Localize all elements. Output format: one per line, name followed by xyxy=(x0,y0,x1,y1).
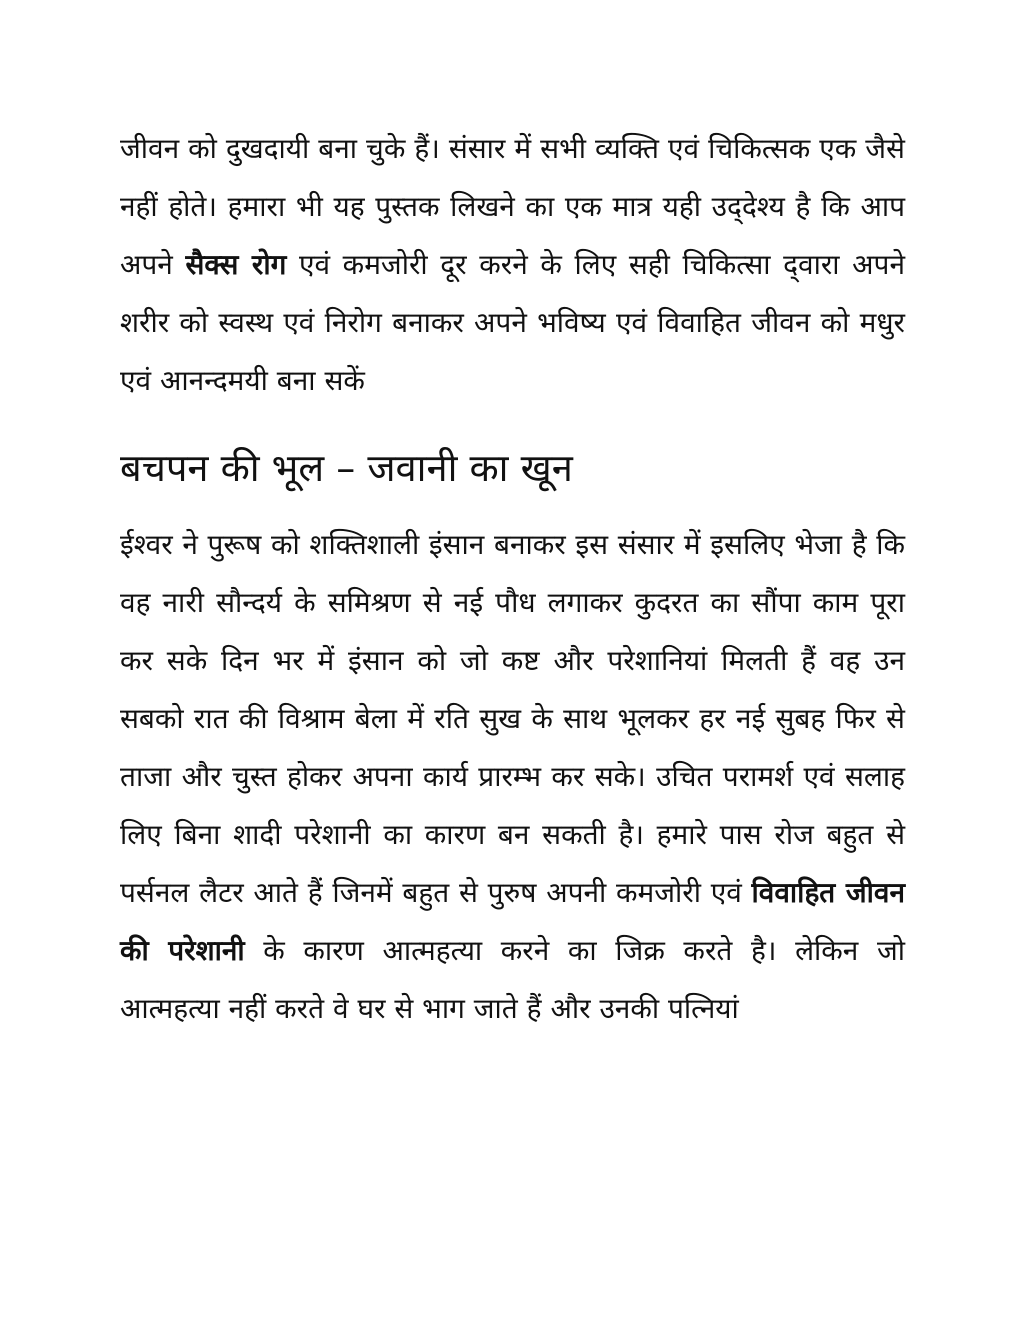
body-text-end: के कारण आत्महत्या करने का जिक्र करते है। लेकिन जो आत्महत्या नहीं करते वे घर से भाग जाते हैं और उनकी पत्नियां xyxy=(120,934,905,1025)
intro-text-start: जीवन को दुखदायी बना चुके हैं। संसार में सभी व्यक्ति एवं चिकित्सक एक जैसे नहीं होते। हमारा भी यह पुस्तक लिखने का एक मात्र यही उद्‌देश्य है कि आप अपने xyxy=(120,132,905,281)
body-bold-phrase: विवाहित जीवन की परेशानी xyxy=(120,876,905,967)
body-text-start: ईश्वर ने पुरूष को शक्तिशाली इंसान बनाकर इस संसार में इसलिए भेजा है कि वह नारी सौन्दर्य के समिश्रण से नई पौध लगाकर कुदरत का सौंपा काम पूरा कर सके दिन भर में इंसान को जो कष्ट और परेशानियां मिलती हैं वह उन सबको रात की विश्राम बेला में रति सुख के साथ भूलकर हर नई सुबह फिर से ताजा और चुस्त होकर अपना कार्य प्रारम्भ कर सके। उचित परामर्श एवं सलाह लिए बिना शादी परेशानी का कारण बन सकती है। हमारे पास रोज बहुत से पर्सनल लैटर आते हैं जिनमें बहुत से पुरुष अपनी कमजोरी एवं xyxy=(120,528,905,909)
intro-bold-phrase: सैक्स रोग xyxy=(185,248,287,281)
section-heading: बचपन की भूल – जवानी का खून xyxy=(120,446,573,490)
body-paragraph xyxy=(120,516,905,1038)
document-page xyxy=(120,120,905,1038)
intro-paragraph xyxy=(120,120,905,410)
intro-text-end: एवं कमजोरी दूर करने के लिए सही चिकित्सा द्‌वारा अपने शरीर को स्वस्थ एवं निरोग बनाकर अपने भविष्य एवं विवाहित जीवन को मधुर एवं आनन्दमयी बना सकें xyxy=(120,248,905,397)
